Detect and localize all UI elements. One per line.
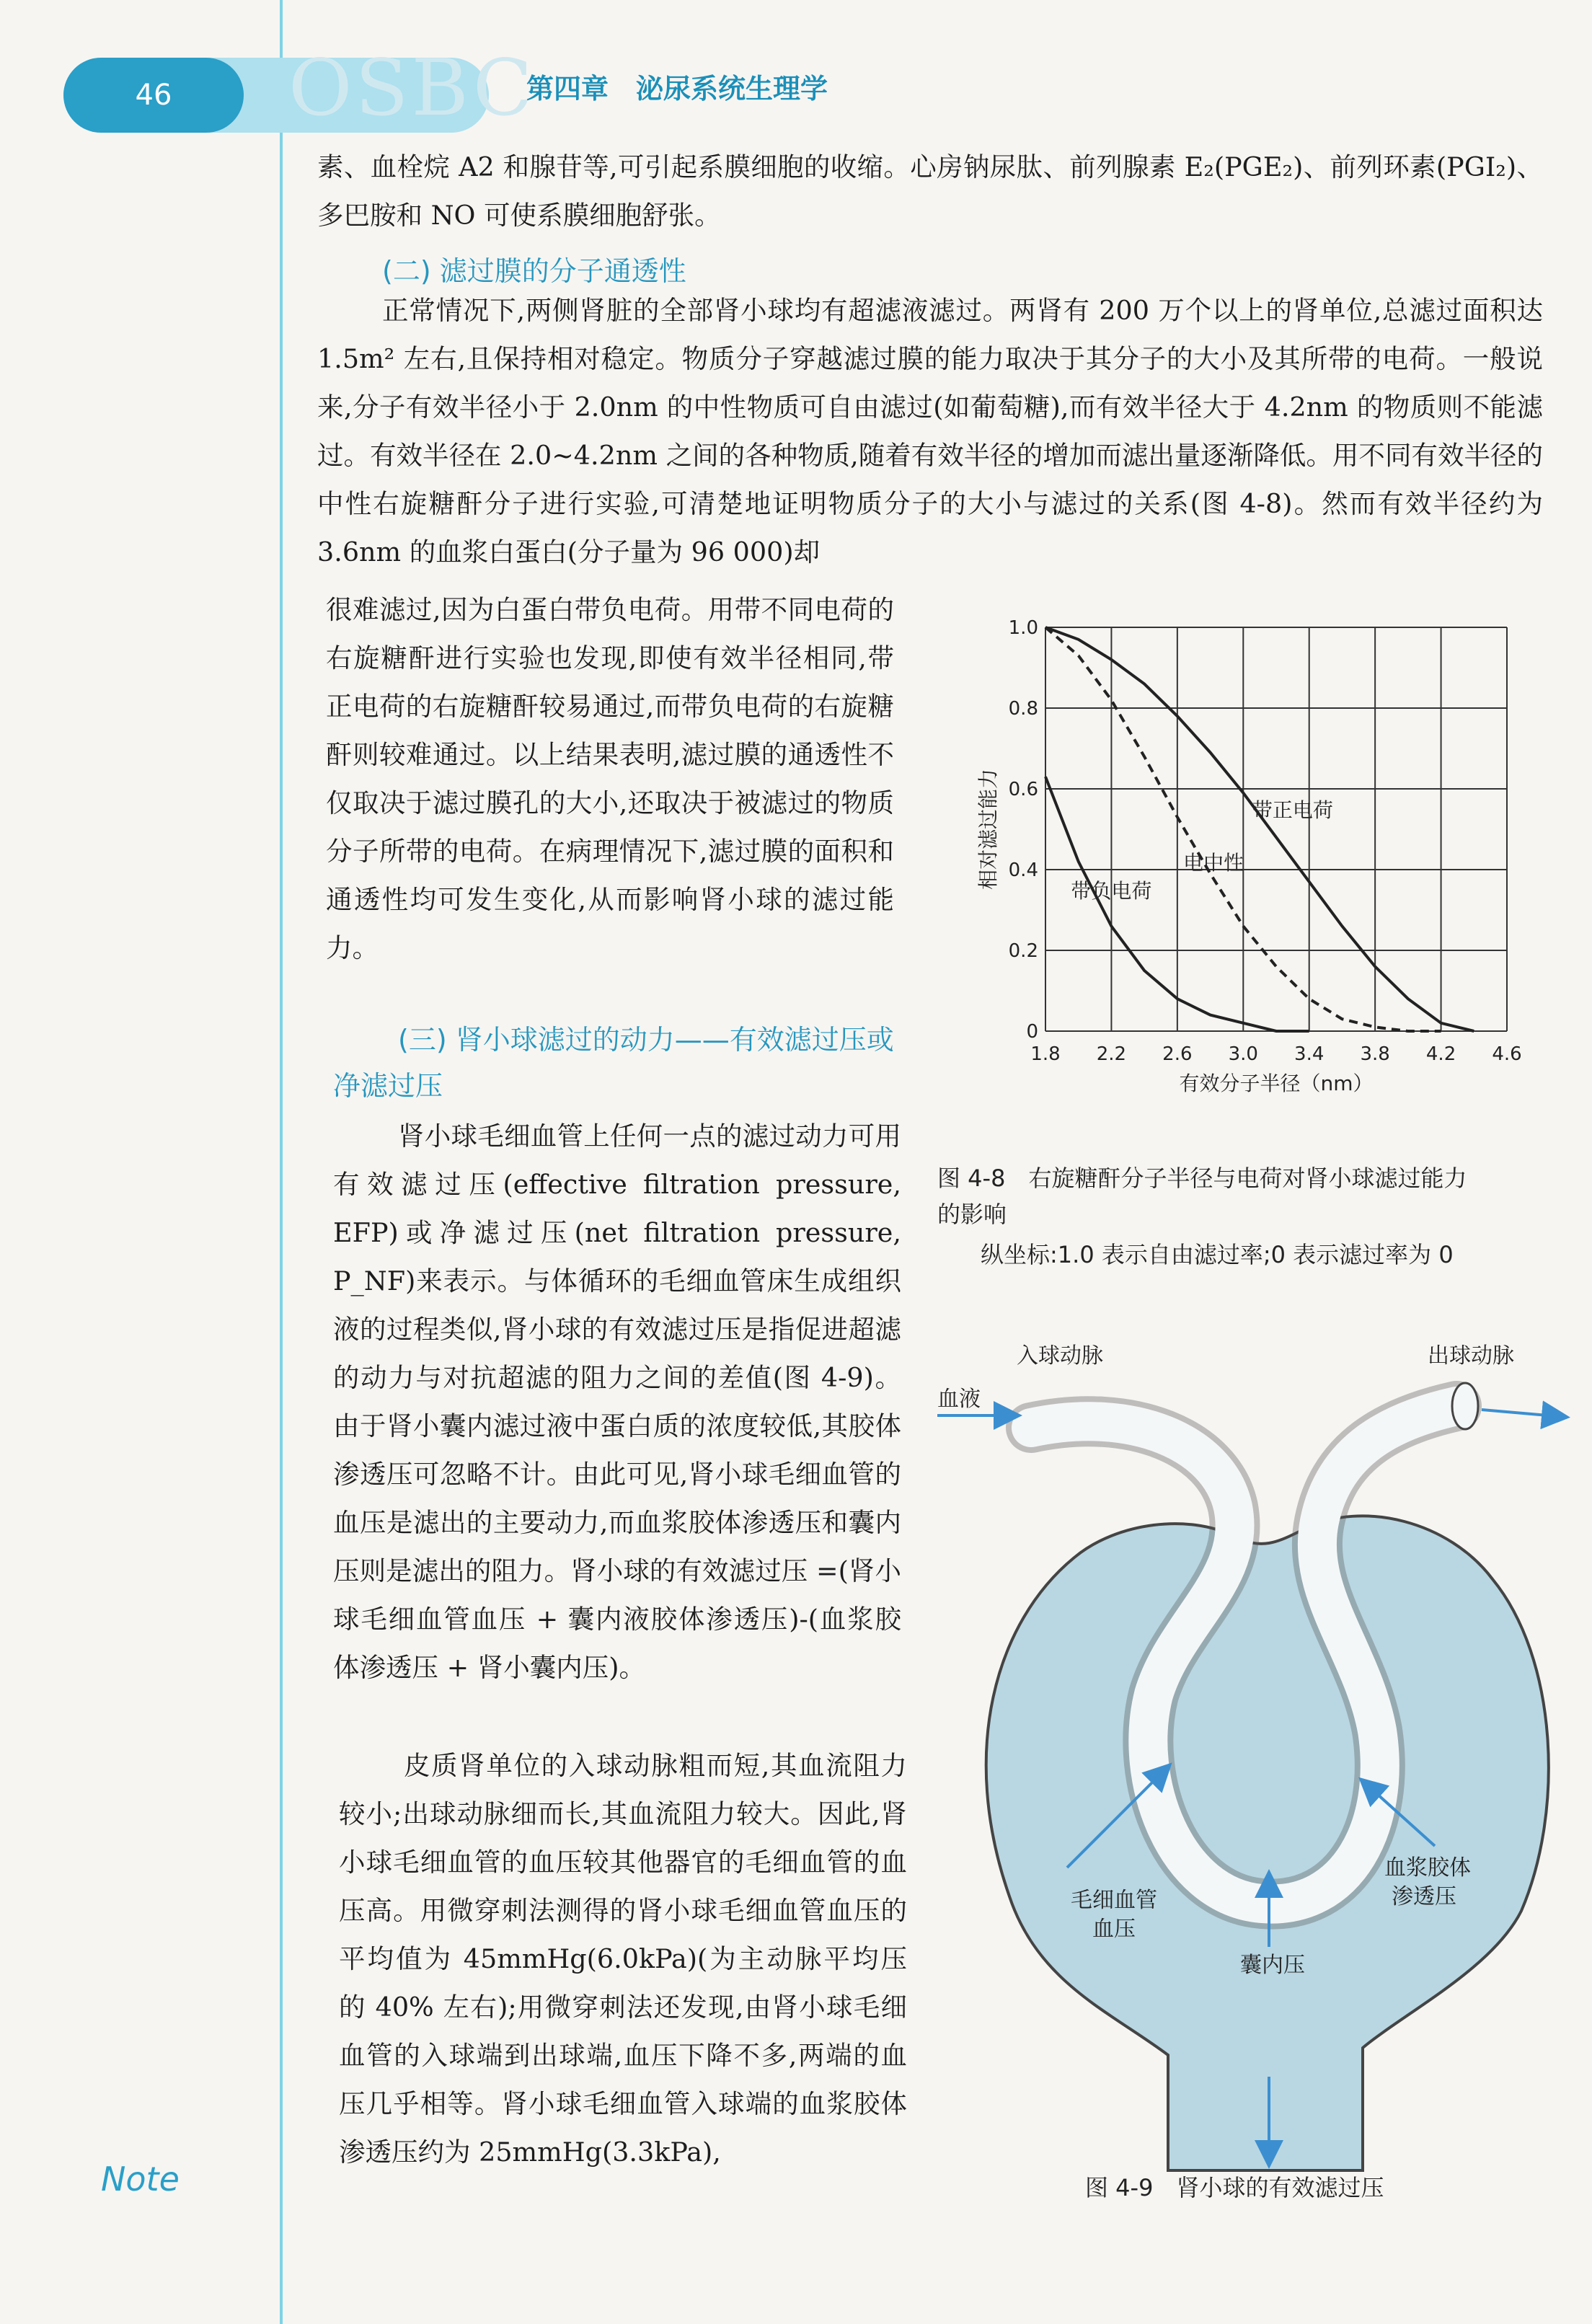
paragraph-2: 正常情况下,两侧肾脏的全部肾小球均有超滤液滤过。两肾有 200 万个以上的肾单位,总滤过面积达 1.5m² 左右,且保持相对稳定。物质分子穿越滤过膜的能力取决于其分子的大小及其所带的电荷。一般说来,分子有效半径小于 2.0nm 的中性物质可自由滤过(如葡萄糖),而有效半径大于 4.2nm 的物质则不能滤过。有效半径在 2.0~4.2nm 之间的各种物质,随着有效半径的增加而滤出量逐渐降低。用不同有效半径的中性右旋糖酐分子进行实验,可清楚地证明物质分子的大小与滤过的关系(图 4-8)。然而有效半径约为 3.6nm 的血浆白蛋白(分子量为 96 000)却 <box>317 295 1543 567</box>
x-tick-label: 3.4 <box>1294 1043 1325 1065</box>
label-capillary-1: 毛细血管 <box>1071 1888 1157 1913</box>
figure-4-9-caption: 图 4-9 肾小球的有效滤过压 <box>1085 2174 1384 2201</box>
y-tick-label: 0.2 <box>1008 940 1038 962</box>
x-tick-label: 2.6 <box>1162 1043 1193 1065</box>
figure-4-8-chart <box>930 606 1565 1143</box>
y-tick-label: 0.4 <box>1008 860 1038 881</box>
efferent-arrow <box>1482 1410 1565 1417</box>
label-blood: 血液 <box>937 1387 981 1412</box>
figure-4-8-caption-line3: 纵坐标:1.0 表示自由滤过率;0 表示滤过率为 0 <box>981 1241 1454 1268</box>
x-tick-label: 3.8 <box>1360 1043 1390 1065</box>
note-label: Note <box>101 2160 180 2199</box>
margin-rule <box>280 0 283 2324</box>
y-tick-label: 0 <box>1026 1021 1038 1043</box>
figure-4-8-caption-line1: 图 4-8 右旋糖酐分子半径与电荷对肾小球滤过能力 <box>937 1165 1467 1192</box>
label-capsule-pressure: 囊内压 <box>1240 1953 1305 1978</box>
label-colloid-1: 血浆胶体 <box>1384 1855 1471 1881</box>
x-tick-label: 4.2 <box>1425 1043 1456 1065</box>
figure-4-8-caption-line2: 的影响 <box>937 1201 1007 1228</box>
label-colloid-2: 渗透压 <box>1392 1884 1456 1909</box>
x-tick-label: 1.8 <box>1030 1043 1061 1065</box>
y-axis-title: 相对滤过能力 <box>976 768 1000 891</box>
x-tick-label: 2.2 <box>1096 1043 1127 1065</box>
section-heading-3: (三) 肾小球滤过的动力——有效滤过压或净滤过压 <box>333 1024 894 1102</box>
efferent-opening <box>1452 1383 1478 1429</box>
label-efferent: 出球动脉 <box>1428 1343 1514 1369</box>
label-capillary-2: 血压 <box>1092 1917 1136 1942</box>
x-tick-label: 4.6 <box>1492 1043 1522 1065</box>
paragraph-5: 皮质肾单位的入球动脉粗而短,其血流阻力较小;出球动脉细而长,其血流阻力较大。因此,肾小球毛细血管的血压较其他器官的毛细血管的血压高。用微穿刺法测得的肾小球毛细血管血压的平均值为 45mmHg(6.0kPa)(为主动脉平均压的 40% 左右);用微穿刺法还发现,由肾小球毛细血管的入球端到出球端,血压下降不多,两端的血压几乎相等。肾小球毛细血管入球端的血浆胶体渗透压约为 25mmHg(3.3kPa), <box>339 1750 907 2168</box>
figure-4-9-diagram <box>930 1320 1579 2178</box>
series-label: 电中性 <box>1183 851 1244 875</box>
x-axis-title: 有效分子半径（nm） <box>1179 1072 1374 1095</box>
paragraph-1: 素、血栓烷 A2 和腺苷等,可引起系膜细胞的收缩。心房钠尿肽、前列腺素 E₂(PGE₂)、前列环素(PGI₂)、多巴胺和 NO 可使系膜细胞舒张。 <box>317 151 1543 231</box>
series-label: 带正电荷 <box>1252 798 1333 823</box>
watermark-logo: OSBC <box>288 43 536 133</box>
y-tick-label: 0.8 <box>1008 698 1038 720</box>
paragraph-4: 肾小球毛细血管上任何一点的滤过动力可用有效滤过压(effective filtration pressure, EFP)或净滤过压(net filtration pressure, P_NF)来表示。与体循环的毛细血管床生成组织液的过程类似,肾小球的有效滤过压是指促进超滤的动力与对抗超滤的阻力之间的差值(图 4-9)。由于肾小囊内滤过液中蛋白质的浓度较低,其胶体渗透压可忽略不计。由此可见,肾小球毛细血管的血压是滤出的主要动力,而血浆胶体渗透压和囊内压则是滤出的阻力。肾小球的有效滤过压 =(肾小球毛细血管血压 + 囊内液胶体渗透压)-(血浆胶体渗透压 + 肾小囊内压)。 <box>333 1121 901 1683</box>
paragraph-3: 很难滤过,因为白蛋白带负电荷。用带不同电荷的右旋糖酐进行实验也发现,即使有效半径相同,带正电荷的右旋糖酐较易通过,而带负电荷的右旋糖酐则较难通过。以上结果表明,滤过膜的通透性不仅取决于滤过膜孔的大小,还取决于被滤过的物质分子所带的电荷。在病理情况下,滤过膜的面积和通透性均可发生变化,从而影响肾小球的滤过能力。 <box>326 594 894 963</box>
section-heading-2: (二) 滤过膜的分子通透性 <box>382 255 686 287</box>
series-label: 带负电荷 <box>1071 879 1152 903</box>
chapter-title: 第四章 泌尿系统生理学 <box>526 73 828 105</box>
page-number: 46 <box>63 58 244 133</box>
label-afferent: 入球动脉 <box>1017 1343 1103 1369</box>
series-line <box>1045 627 1474 1031</box>
capsule-outline <box>986 1516 1549 2170</box>
x-tick-label: 3.0 <box>1228 1043 1258 1065</box>
y-tick-label: 1.0 <box>1008 617 1038 639</box>
y-tick-label: 0.6 <box>1008 779 1038 800</box>
